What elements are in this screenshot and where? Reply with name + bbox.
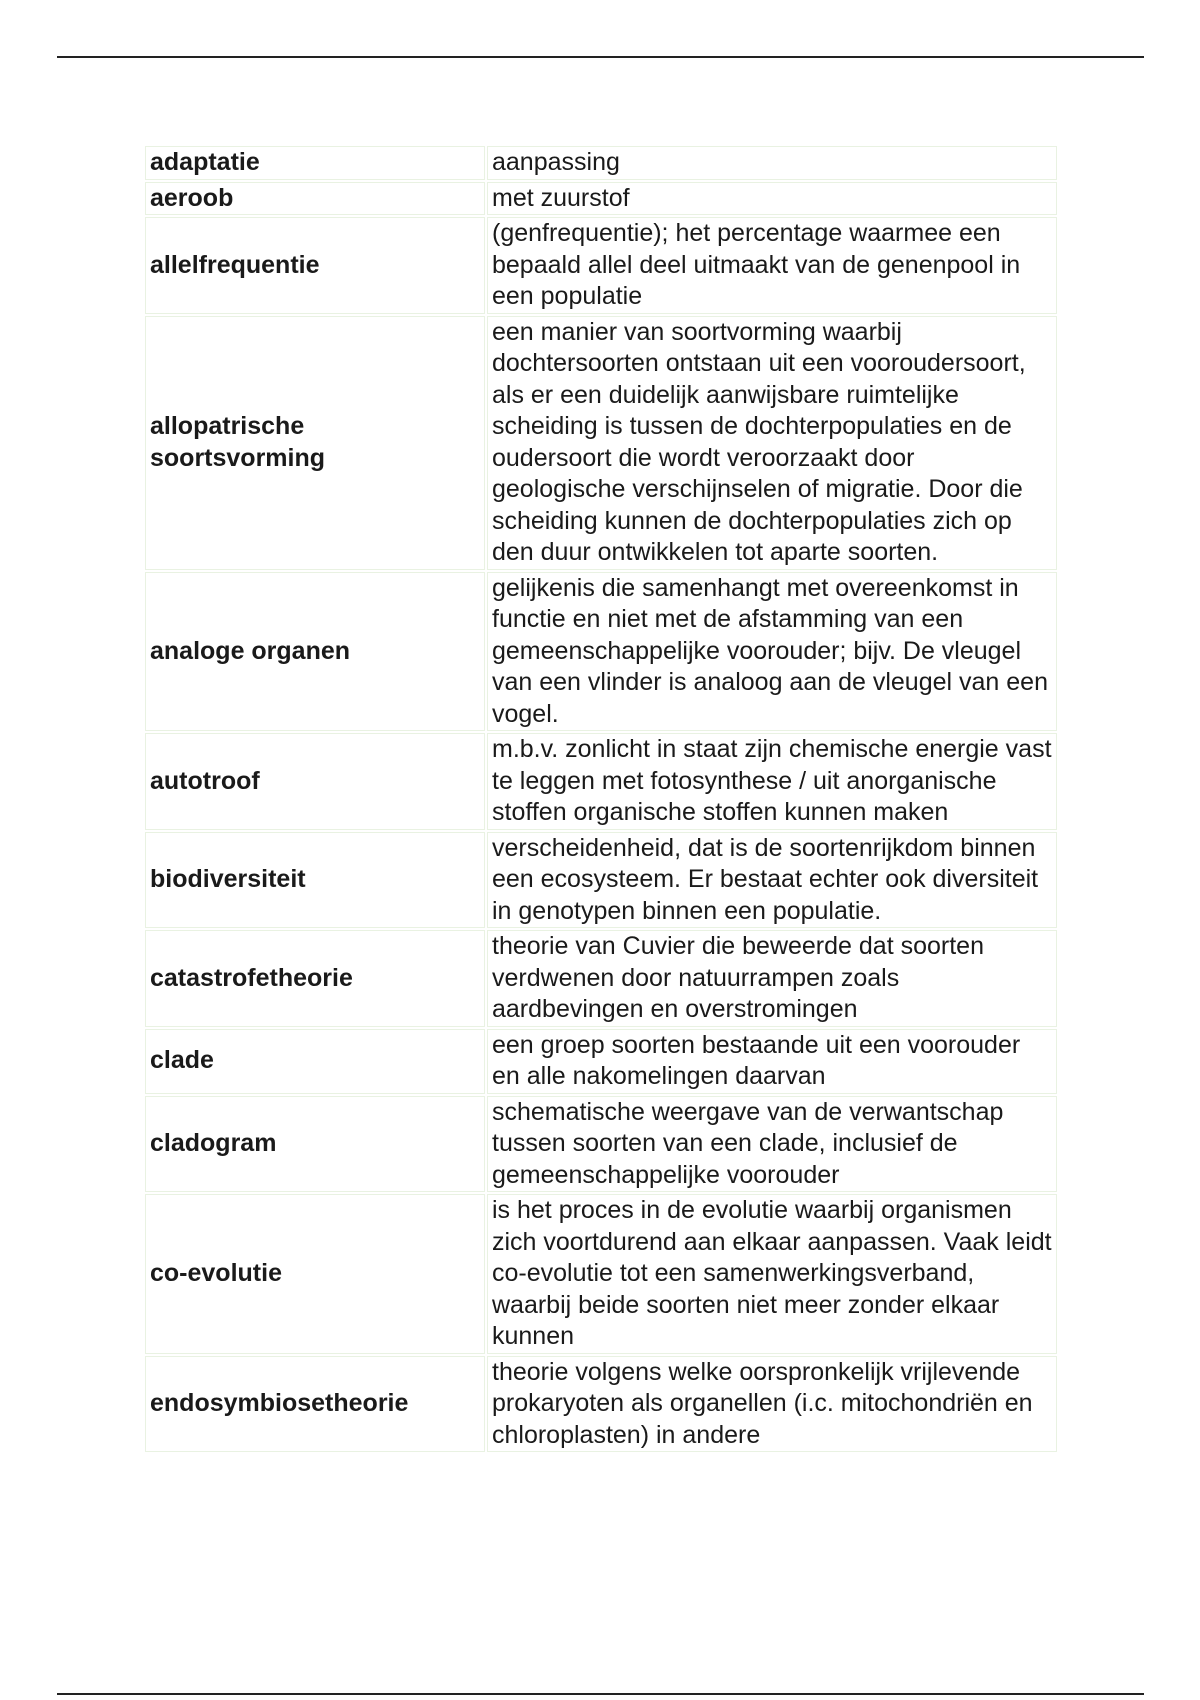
glossary-term: catastrofetheorie xyxy=(145,930,485,1027)
glossary-term: analoge organen xyxy=(145,572,485,732)
glossary-term: endosymbiosetheorie xyxy=(145,1356,485,1453)
glossary-term: allelfrequentie xyxy=(145,217,485,314)
glossary-definition: theorie volgens welke oorspronkelijk vrijlevende prokaryoten als organellen (i.c. mitochondriën en chloroplasten) in andere xyxy=(487,1356,1057,1453)
table-row xyxy=(145,733,1057,830)
glossary-definition: gelijkenis die samenhangt met overeenkomst in functie en niet met de afstamming van een gemeenschappelijke voorouder; bijv. De vleugel van een vlinder is analoog aan de vleugel van een vogel. xyxy=(487,572,1057,732)
glossary-definition: is het proces in de evolutie waarbij organismen zich voortdurend aan elkaar aanpassen. Vaak leidt co-evolutie tot een samenwerkingsverband, waarbij beide soorten niet meer zonder elkaar kunnen xyxy=(487,1194,1057,1354)
glossary-definition: een groep soorten bestaande uit een voorouder en alle nakomelingen daarvan xyxy=(487,1029,1057,1094)
glossary-term: biodiversiteit xyxy=(145,832,485,929)
glossary-term: clade xyxy=(145,1029,485,1094)
glossary-term: aeroob xyxy=(145,182,485,216)
table-row xyxy=(145,316,1057,570)
table-row xyxy=(145,1356,1057,1453)
glossary-term: cladogram xyxy=(145,1096,485,1193)
table-row xyxy=(145,572,1057,732)
glossary-definition: aanpassing xyxy=(487,146,1057,180)
glossary-definition: (genfrequentie); het percentage waarmee een bepaald allel deel uitmaakt van de genenpool in een populatie xyxy=(487,217,1057,314)
header-rule xyxy=(57,56,1144,58)
glossary-definition: schematische weergave van de verwantschap tussen soorten van een clade, inclusief de gemeenschappelijke voorouder xyxy=(487,1096,1057,1193)
table-row xyxy=(145,930,1057,1027)
glossary-definition: m.b.v. zonlicht in staat zijn chemische energie vast te leggen met fotosynthese / uit anorganische stoffen organische stoffen kunnen maken xyxy=(487,733,1057,830)
glossary-definition: met zuurstof xyxy=(487,182,1057,216)
table-row xyxy=(145,1029,1057,1094)
table-row xyxy=(145,217,1057,314)
glossary-definition: verscheidenheid, dat is de soortenrijkdom binnen een ecosysteem. Er bestaat echter ook diversiteit in genotypen binnen een populatie. xyxy=(487,832,1057,929)
glossary-definition: theorie van Cuvier die beweerde dat soorten verdwenen door natuurrampen zoals aardbevingen en overstromingen xyxy=(487,930,1057,1027)
glossary-term: allopatrische soortsvorming xyxy=(145,316,485,570)
table-row xyxy=(145,146,1057,180)
glossary-table xyxy=(143,144,1059,1454)
table-row xyxy=(145,1096,1057,1193)
table-row xyxy=(145,832,1057,929)
table-row xyxy=(145,182,1057,216)
glossary-definition: een manier van soortvorming waarbij dochtersoorten ontstaan uit een vooroudersoort, als er een duidelijk aanwijsbare ruimtelijke scheiding is tussen de dochterpopulaties en de oudersoort die wordt veroorzaakt door geologische verschijnselen of migratie. Door die scheiding kunnen de dochterpopulaties zich op den duur ontwikkelen tot aparte soorten. xyxy=(487,316,1057,570)
glossary-term: co-evolutie xyxy=(145,1194,485,1354)
glossary-term: autotroof xyxy=(145,733,485,830)
footer-rule xyxy=(57,1693,1144,1695)
table-row xyxy=(145,1194,1057,1354)
glossary-term: adaptatie xyxy=(145,146,485,180)
